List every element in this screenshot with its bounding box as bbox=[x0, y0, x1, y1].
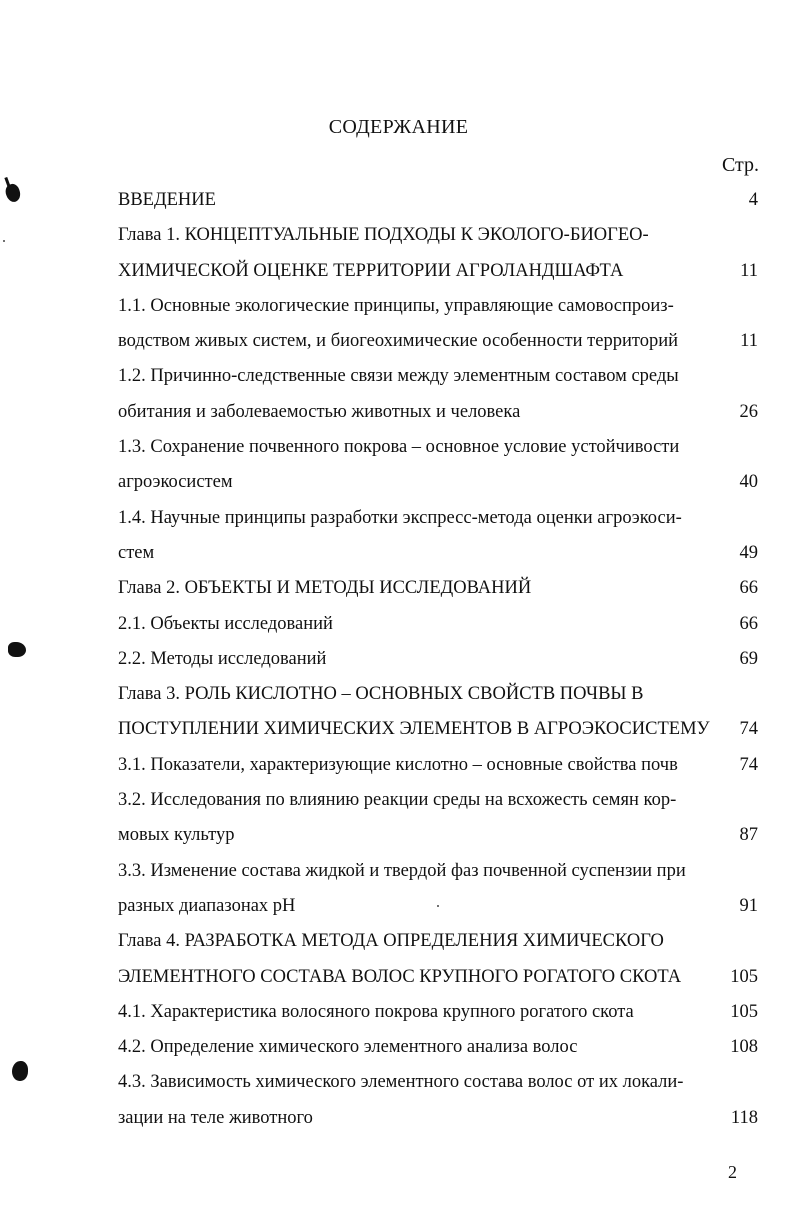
toc-line bbox=[118, 677, 758, 712]
toc-entry-page: 40 bbox=[739, 472, 758, 493]
toc-entry-text: 1.2. Причинно-следственные связи между элементным составом среды bbox=[118, 366, 679, 387]
toc-entry-text: 3.2. Исследования по влиянию реакции среды на всхожесть семян кор- bbox=[118, 790, 677, 811]
toc-line bbox=[118, 359, 758, 394]
toc-entry-page: 91 bbox=[739, 895, 758, 916]
toc-entry-text: 1.4. Научные принципы разработки экспресс-метода оценки агроэкоси- bbox=[118, 507, 682, 528]
toc-entry-text: мовых культур bbox=[118, 825, 235, 846]
toc-entry-text: ЭЛЕМЕНТНОГО СОСТАВА ВОЛОС КРУПНОГО РОГАТОГО СКОТА bbox=[118, 966, 682, 987]
toc-entry-text: Глава 4. РАЗРАБОТКА МЕТОДА ОПРЕДЕЛЕНИЯ ХИМИЧЕСКОГО bbox=[118, 931, 664, 952]
toc-line bbox=[118, 995, 758, 1030]
page-column-header: Стр. bbox=[721, 154, 759, 176]
toc-line bbox=[118, 783, 758, 818]
toc-entry-text: 1.3. Сохранение почвенного покрова – основное условие устойчивости bbox=[118, 437, 680, 458]
toc-line bbox=[118, 924, 758, 959]
ink-blot-mark bbox=[8, 642, 26, 657]
toc-line bbox=[118, 1030, 758, 1065]
page-number: 2 bbox=[728, 1162, 737, 1182]
toc-line bbox=[118, 1065, 758, 1100]
toc-line bbox=[118, 889, 758, 924]
toc-entry-text: 2.1. Объекты исследований bbox=[118, 613, 333, 634]
toc-entry-page: 105 bbox=[730, 1001, 758, 1022]
toc-entry-page: 108 bbox=[730, 1037, 758, 1058]
toc-line bbox=[118, 642, 758, 677]
toc-line bbox=[118, 1101, 758, 1136]
toc-line bbox=[118, 324, 758, 359]
toc-entry-text: разных диапазонах pH bbox=[118, 895, 296, 916]
toc-entry-page: 87 bbox=[739, 825, 758, 846]
toc-line bbox=[118, 395, 758, 430]
toc-line bbox=[118, 748, 758, 783]
toc-entry-page: 26 bbox=[739, 401, 758, 422]
toc-entry-text: ПОСТУПЛЕНИИ ХИМИЧЕСКИХ ЭЛЕМЕНТОВ В АГРОЭКОСИСТЕМУ bbox=[118, 719, 710, 740]
toc-entry-text: 4.1. Характеристика волосяного покрова крупного рогатого скота bbox=[118, 1001, 634, 1022]
toc-entry-text: ВВЕДЕНИЕ bbox=[118, 190, 216, 210]
toc-entry-page: 66 bbox=[739, 578, 758, 599]
toc-entry-text: 4.2. Определение химического элементного анализа волос bbox=[118, 1037, 578, 1058]
toc-line bbox=[118, 571, 758, 606]
toc-line bbox=[118, 289, 758, 324]
toc-entry-text: Глава 2. ОБЪЕКТЫ И МЕТОДЫ ИССЛЕДОВАНИЙ bbox=[118, 578, 532, 599]
toc-entry-text: ХИМИЧЕСКОЙ ОЦЕНКЕ ТЕРРИТОРИИ АГРОЛАНДШАФТА bbox=[118, 260, 624, 281]
toc-entry-page: 4 bbox=[748, 190, 758, 210]
toc-line bbox=[118, 854, 758, 889]
toc-entry-page: 49 bbox=[739, 542, 758, 563]
ink-blot-mark bbox=[3, 182, 22, 204]
scan-speck bbox=[3, 240, 5, 242]
toc-entry-page: 11 bbox=[740, 260, 758, 281]
toc-entry-page: 74 bbox=[739, 719, 758, 740]
ink-blot-mark bbox=[12, 1061, 28, 1081]
toc-line bbox=[118, 501, 758, 536]
toc-entry-text: агроэкосистем bbox=[118, 472, 233, 493]
toc-line bbox=[118, 465, 758, 500]
toc-entry-text: стем bbox=[118, 542, 155, 563]
toc-entry-text: 3.1. Показатели, характеризующие кислотно – основные свойства почв bbox=[118, 754, 678, 775]
toc-line bbox=[118, 218, 758, 253]
toc-line bbox=[118, 607, 758, 642]
toc-line bbox=[118, 712, 758, 747]
toc-line bbox=[118, 960, 758, 995]
toc-entry-text: обитания и заболеваемостью животных и человека bbox=[118, 401, 521, 422]
toc-line bbox=[118, 818, 758, 853]
toc-line bbox=[118, 430, 758, 465]
page-title: СОДЕРЖАНИЕ bbox=[328, 116, 469, 138]
toc-line bbox=[118, 183, 758, 218]
toc-entry-text: Глава 1. КОНЦЕПТУАЛЬНЫЕ ПОДХОДЫ К ЭКОЛОГО-БИОГЕО- bbox=[118, 225, 649, 246]
toc-entry-text: водством живых систем, и биогеохимические особенности территорий bbox=[118, 331, 678, 352]
toc-entry-page: 11 bbox=[740, 331, 758, 352]
toc-entry-text: 4.3. Зависимость химического элементного состава волос от их локали- bbox=[118, 1072, 684, 1093]
toc-line bbox=[118, 536, 758, 571]
toc-entry-text: 2.2. Методы исследований bbox=[118, 648, 327, 669]
toc-entry-page: 66 bbox=[739, 613, 758, 634]
toc-entry-page: 118 bbox=[730, 1107, 758, 1128]
table-of-contents bbox=[118, 183, 758, 1136]
toc-line bbox=[118, 254, 758, 289]
toc-entry-text: 1.1. Основные экологические принципы, управляющие самовоспроиз- bbox=[118, 295, 674, 316]
toc-entry-page: 105 bbox=[730, 966, 758, 987]
toc-entry-text: зации на теле животного bbox=[118, 1107, 313, 1128]
toc-entry-text: 3.3. Изменение состава жидкой и твердой фаз почвенной суспензии при bbox=[118, 860, 686, 881]
toc-entry-page: 74 bbox=[739, 754, 758, 775]
toc-entry-text: Глава 3. РОЛЬ КИСЛОТНО – ОСНОВНЫХ СВОЙСТВ ПОЧВЫ В bbox=[118, 684, 644, 705]
toc-entry-page: 69 bbox=[739, 648, 758, 669]
